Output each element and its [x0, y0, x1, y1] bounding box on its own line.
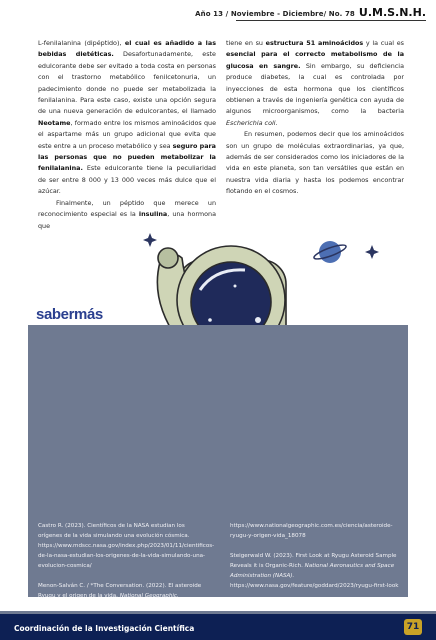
university-label: U.M.S.N.H.: [358, 6, 426, 19]
header-rule: [236, 20, 426, 21]
bold-run: Neotame: [38, 118, 71, 127]
sabermas-logo: [36, 306, 103, 323]
bold-run: seguro para las personas que no pueden metabolizar la fenilalanina.: [38, 141, 216, 173]
text-run: Finalmente, un péptido que merece un reconocimiento especial es la: [38, 198, 216, 219]
italic-run: National Aeronautics and Space Administration (NASA).: [230, 563, 395, 579]
text-run: Desafortunadamente, este edulcorante debe ser evitado a toda costa en personas con el trastorno metabólico fenilcetonuria, un padecimiento donde no puede ser metabolizada la fenilalanina. Para este caso, existe una opción segura de una nueva generación de edulcorantes, el llamado: [38, 50, 216, 116]
text-run: y la cual es: [363, 39, 404, 47]
left-paragraph-1: [38, 38, 216, 198]
footer-label: Coordinación de la Investigación Científica: [14, 624, 195, 633]
text-run: tiene en su: [226, 39, 266, 47]
text-run: Sin embargo, su deficiencia produce diabetes, la cual es controlada por inyecciones de esta hormona que los científicos obtienen a través de ingeniería genética con ayuda de algunos microorganismos, como la bacteria: [226, 61, 404, 116]
reference-item: [230, 551, 400, 591]
italic-run: National Geographic.: [119, 593, 179, 599]
italic-run: Escherichia coli: [226, 118, 276, 127]
reference-item: Castro R. (2023). Científicos de la NASA estudian los orígenes de la vida simulando una evolución cósmica. https://www.mdscc.nasa.gov/index.php/2023/01/11/cientificos-de-la-nasa-estudian-los-origenes-de-la-vida-simulando-una-evolucion-cosmica/: [38, 523, 215, 569]
text-run: L-fenilalanina (dipéptido),: [38, 39, 125, 47]
right-paragraph-2: En resumen, podemos decir que los aminoácidos son un grupo de moléculas extraordinarias, ya que, además de ser considerados como los iniciadores de la vida en este planeta, son tan versátiles que están en nuestra vida diaria y hasta los podemos encontrar flotando en el cosmos.: [226, 130, 404, 196]
references-left-column: [38, 521, 215, 611]
text-run: .: [275, 118, 278, 127]
left-paragraph-2: [38, 198, 216, 232]
page-number: 71: [404, 619, 422, 635]
bold-run: esencial para el correcto metabolismo de la glucosa en sangre.: [226, 50, 404, 70]
star-icon: [143, 233, 157, 247]
text-run: Steigerwald W. (2023). First Look at Ryugu Asteroid Sample Reveals it is Organic-Rich.: [230, 553, 397, 569]
left-text-column: [38, 38, 216, 232]
star-icon: [365, 245, 379, 259]
issue-label: Año 13 / Noviembre - Diciembre/ No. 78: [195, 10, 355, 18]
text-run: Menon-Salván C. / *The Conversation. (2022). El asteroide Ryugu y el origen de la vida.: [38, 583, 202, 599]
reference-item: https://www.nationalgeographic.com.es/ciencia/asteroide-ryugu-y-origen-vida_18078: [230, 523, 393, 539]
text-run: , formado entre los mismos aminoácidos que el aspartame más un grupo adicional que evita que este entre a un proceso metabólico y sea: [38, 118, 216, 150]
bold-run: insulina: [138, 210, 168, 219]
star-icon: [166, 290, 180, 304]
planet-top-right-icon: [313, 241, 348, 263]
right-text-column: [226, 38, 404, 198]
right-paragraph-1: [226, 38, 404, 129]
text-run: , una hormona que: [38, 210, 216, 230]
references-right-column: [230, 521, 400, 601]
reference-item: [38, 581, 208, 601]
bold-run: el cual es añadido a las bebidas dietéticas.: [38, 39, 216, 59]
text-run: https://www.nasa.gov/feature/goddard/2023/ryugu-first-look: [230, 583, 399, 589]
text-run: Este edulcorante tiene la peculiaridad de ser entre 8 000 y 13 000 veces más dulce que el azúcar.: [38, 164, 216, 196]
bold-run: estructura 51 aminoácidos: [265, 39, 364, 47]
page-header: [195, 6, 426, 19]
logo-text: sabermás: [36, 306, 103, 323]
